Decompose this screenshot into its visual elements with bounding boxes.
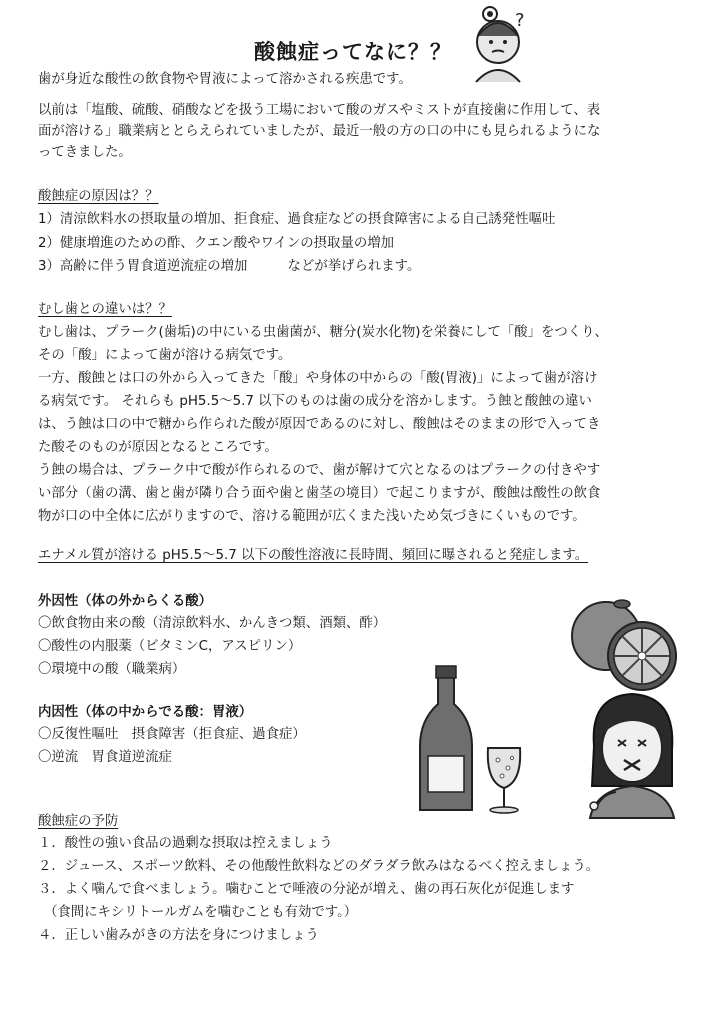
internal-heading: 内因性（体の中からでる酸：胃液） bbox=[38, 705, 253, 720]
difference-line: い部分（歯の溝、歯と歯が隣り合う面や歯と歯茎の境目）で起こりますが、酸蝕は酸性の飲食 bbox=[38, 486, 601, 501]
difference-line: う蝕の場合は、プラーク中で酸が作られるので、歯が解けて穴となるのはプラークの付きやす bbox=[38, 463, 601, 478]
cause-item: 2）健康増進のための酢、クエン酸やワインの摂取量の増加 bbox=[38, 236, 395, 251]
external-item: 〇飲食物由来の酸（清涼飲料水、かんきつ類、酒類、酢） bbox=[38, 616, 387, 631]
prevention-item: ３．よく噛んで食べましょう。噛むことで唾液の分泌が増え、歯の再石灰化が促進します bbox=[38, 882, 575, 897]
prevention-item: １．酸性の強い食品の過剰な摂取は控えましょう bbox=[38, 836, 333, 851]
intro-line: 歯が身近な酸性の飲食物や胃液によって溶かされる疾患です。 bbox=[38, 72, 412, 87]
citrus-illustration bbox=[566, 598, 682, 694]
difference-heading: むし歯との違いは？？ bbox=[38, 302, 172, 317]
woman-illustration bbox=[580, 690, 684, 820]
prevention-item: ４．正しい歯みがきの方法を身につけましょう bbox=[38, 928, 319, 943]
difference-line: むし歯は、プラーク(歯垢)の中にいる虫歯菌が、糖分(炭水化物)を栄養にして「酸」をつくり、 bbox=[38, 325, 608, 340]
external-heading: 外因性（体の外からくる酸） bbox=[38, 594, 213, 609]
prevention-item: （食間にキシリトールガムを噛むことも有効です。） bbox=[44, 905, 358, 920]
intro-line: 以前は「塩酸、硫酸、硝酸などを扱う工場において酸のガスやミストが直接歯に作用して、表 bbox=[38, 103, 601, 118]
intro-line: ってきました。 bbox=[38, 145, 132, 160]
prevention-heading: 酸蝕症の予防 bbox=[38, 814, 119, 829]
difference-line: る病気です。 それらも pH5.5～5.7 以下のものは歯の成分を溶かします。う蝕と酸蝕の違い bbox=[38, 394, 592, 409]
intro-line: 面が溶ける」職業病ととらえられていましたが、最近一般の方の口の中にも見られるようにな bbox=[38, 124, 601, 139]
difference-line: 物が口の中全体に広がりますので、溶ける範囲が広くまた浅いため気づきにくいものです。 bbox=[38, 509, 586, 524]
difference-line: 一方、酸蝕とは口の外から入ってきた「酸」や身体の中からの「酸(胃液)」によって歯が溶け bbox=[38, 371, 598, 386]
difference-line: は、う蝕は口の中で糖から作られた酸が原因であるのに対し、酸蝕はそのままの形で入ってき bbox=[38, 417, 601, 432]
internal-item: 〇逆流 胃食道逆流症 bbox=[38, 750, 172, 765]
svg-text:?: ? bbox=[515, 10, 525, 31]
cause-item: 3）高齢に伴う胃食道逆流症の増加 などが挙げられます。 bbox=[38, 259, 421, 274]
external-item: 〇酸性の内服薬（ビタミンC，アスピリン） bbox=[38, 639, 302, 654]
wine-illustration bbox=[410, 664, 560, 814]
causes-heading: 酸蝕症の原因は？？ bbox=[38, 189, 159, 204]
difference-line: た酸そのものが原因となるところです。 bbox=[38, 440, 278, 455]
key-statement: エナメル質が溶ける pH5.5～5.7 以下の酸性溶液に長時間、頻回に曝されると発症します。 bbox=[38, 548, 589, 563]
difference-line: その「酸」によって歯が溶ける病気です。 bbox=[38, 348, 292, 363]
page-title: 酸蝕症ってなに？？ bbox=[254, 40, 452, 64]
external-item: 〇環境中の酸（職業病） bbox=[38, 662, 186, 677]
internal-item: 〇反復性嘔吐 摂食障害（拒食症、過食症） bbox=[38, 727, 306, 742]
cause-item: 1）清涼飲料水の摂取量の増加、拒食症、過食症などの摂食障害による自己誘発性嘔吐 bbox=[38, 212, 556, 227]
prevention-item: ２．ジュース、スポーツ飲料、その他酸性飲料などのダラダラ飲みはなるべく控えましょう。 bbox=[38, 859, 600, 874]
